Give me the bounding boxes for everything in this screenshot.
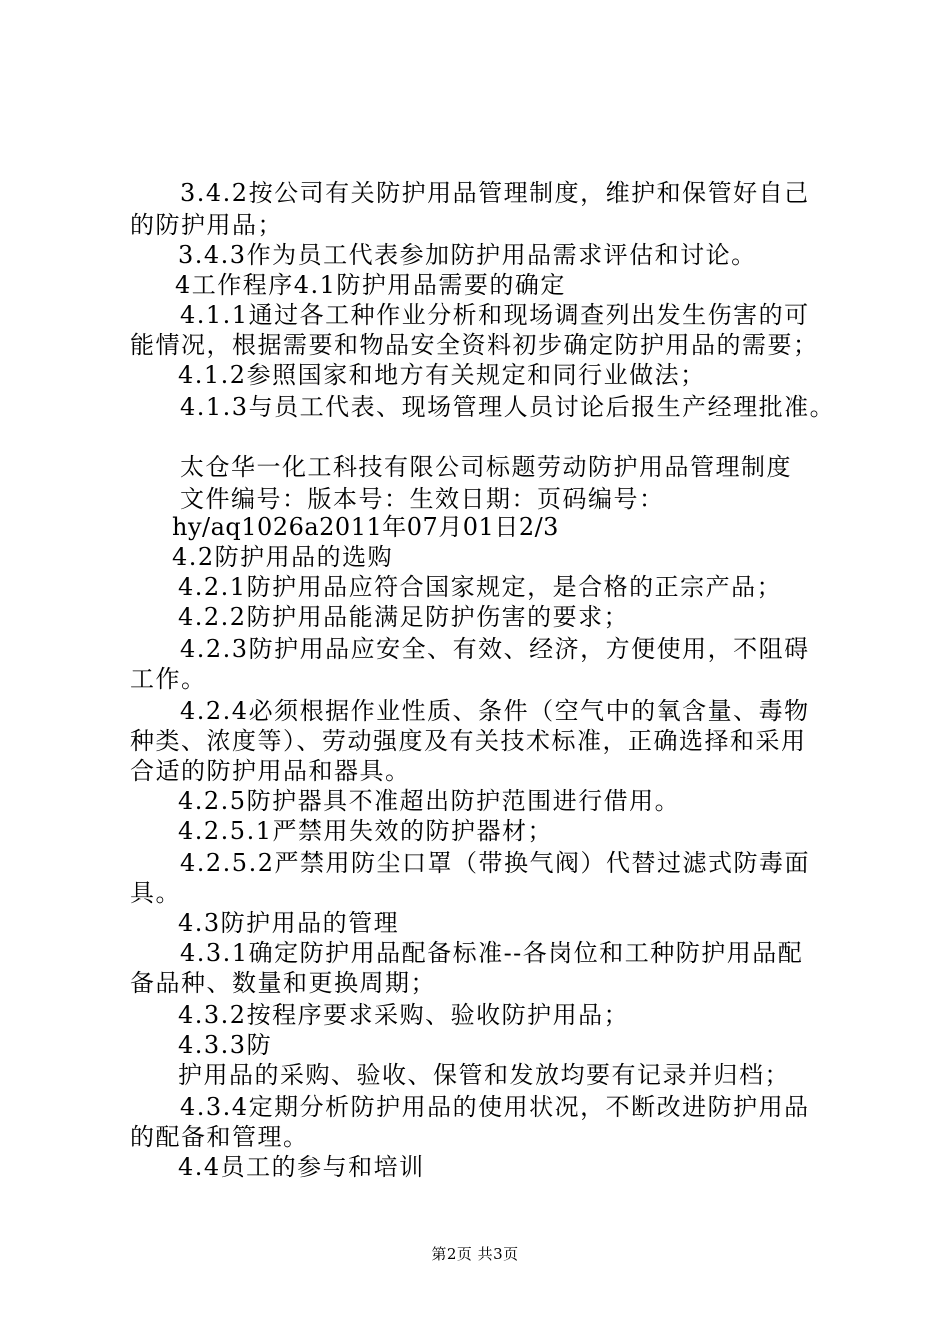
- text-line: 4.3.3防: [178, 1031, 273, 1059]
- text-line: 的防护用品；: [130, 211, 283, 239]
- text-line: 4.2.5.1严禁用失效的防护器材；: [178, 817, 553, 845]
- text-line: 4.1.1通过各工种作业分析和现场调查列出发生伤害的可: [180, 301, 810, 329]
- text-line: 合适的防护用品和器具。: [130, 757, 411, 785]
- text-line: 3.4.3作为员工代表参加防护用品需求评估和讨论。: [178, 241, 757, 269]
- text-line: 4.2.3防护用品应安全、有效、经济，方便使用，不阻碍: [180, 635, 810, 663]
- text-line: 备品种、数量和更换周期；: [130, 969, 436, 997]
- page-number-footer: 第2页 共3页: [431, 1245, 519, 1263]
- text-line: 护用品的采购、验收、保管和发放均要有记录并归档；: [178, 1061, 790, 1089]
- text-line: 4.2.4必须根据作业性质、条件（空气中的氧含量、毒物: [180, 697, 810, 725]
- document-header-title: 太仓华一化工科技有限公司标题劳动防护用品管理制度: [180, 453, 792, 481]
- text-line: 的配备和管理。: [130, 1123, 309, 1151]
- section-heading: 4.4员工的参与和培训: [178, 1153, 425, 1181]
- text-line: 能情况，根据需要和物品安全资料初步确定防护用品的需要；: [130, 331, 819, 359]
- section-heading: 4工作程序4.1防护用品需要的确定: [175, 271, 566, 299]
- section-heading: 4.3防护用品的管理: [178, 909, 400, 937]
- document-header-values: hy/aq1026a2011年07月01日2/3: [172, 513, 559, 541]
- text-line: 4.3.4定期分析防护用品的使用状况，不断改进防护用品: [180, 1093, 810, 1121]
- text-line: 4.2.5防护器具不准超出防护范围进行借用。: [178, 787, 681, 815]
- text-line: 3.4.2按公司有关防护用品管理制度，维护和保管好自己: [180, 179, 810, 207]
- text-line: 4.3.1确定防护用品配备标准--各岗位和工种防护用品配: [180, 939, 804, 967]
- text-line: 4.2.5.2严禁用防尘口罩（带换气阀）代替过滤式防毒面: [180, 849, 810, 877]
- text-line: 种类、浓度等）、劳动强度及有关技术标准，正确选择和采用: [130, 727, 807, 755]
- text-line: 4.2.1防护用品应符合国家规定，是合格的正宗产品；: [178, 573, 783, 601]
- text-line: 4.3.2按程序要求采购、验收防护用品；: [178, 1001, 630, 1029]
- text-line: 具。: [130, 879, 181, 907]
- text-line: 4.1.2参照国家和地方有关规定和同行业做法；: [178, 361, 706, 389]
- document-header-fields: 文件编号：版本号：生效日期：页码编号：: [180, 485, 665, 513]
- section-heading: 4.2防护用品的选购: [172, 543, 394, 571]
- text-line: 4.2.2防护用品能满足防护伤害的要求；: [178, 603, 630, 631]
- text-line: 4.1.3与员工代表、现场管理人员讨论后报生产经理批准。: [180, 393, 836, 421]
- text-line: 工作。: [130, 665, 207, 693]
